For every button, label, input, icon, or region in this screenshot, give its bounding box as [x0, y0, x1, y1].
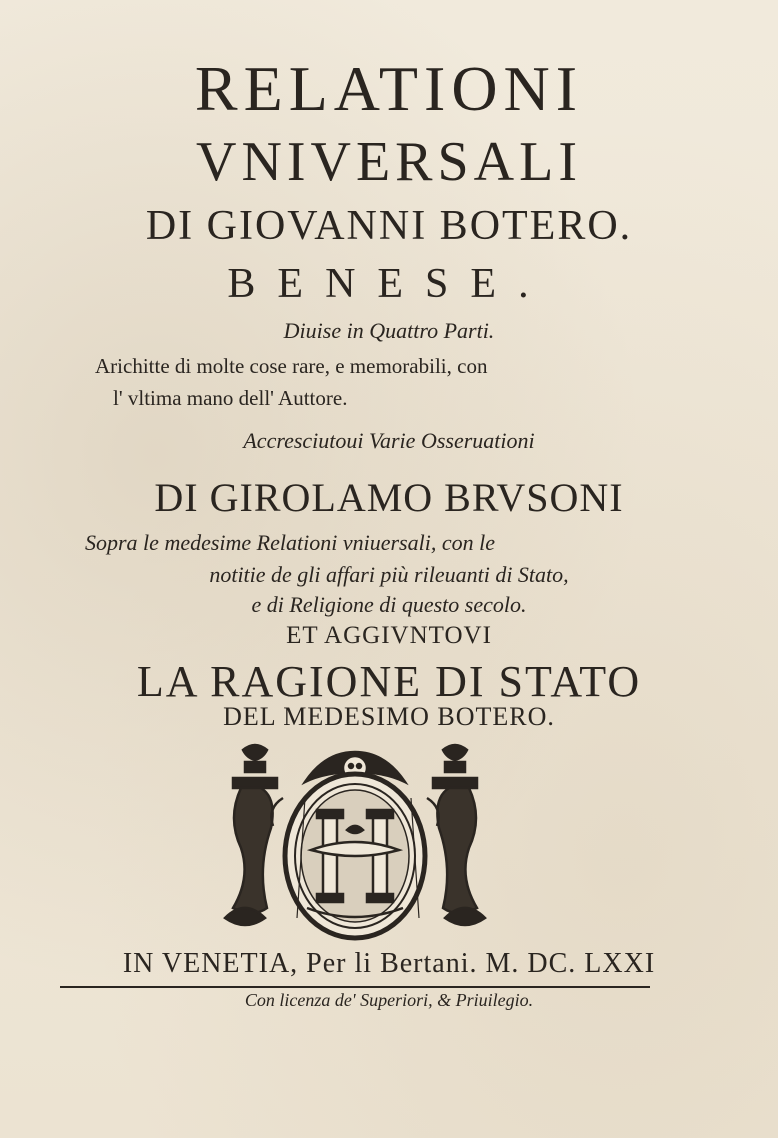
contributor-line: DI GIROLAMO BRVSONI	[154, 475, 624, 520]
appendix-author-line: DEL MEDESIMO BOTERO.	[223, 702, 555, 731]
subject-line-3: e di Religione di questo secolo.	[251, 592, 527, 617]
imprint-line: IN VENETIA, Per li Bertani. M. DC. LXXI	[122, 948, 656, 979]
description-line-2: l' vltima mano dell' Auttore.	[113, 386, 348, 410]
title-line-relationi: RELATIONI	[194, 53, 584, 124]
description-line-1: Arichitte di molte cose rare, e memorabili, con	[95, 354, 488, 378]
author-origin-line: BENESE.	[227, 261, 551, 307]
appendix-intro-line: ET AGGIVNTOVI	[286, 622, 492, 649]
subject-line-2: notitie de gli affari più rileuanti di Stato,	[209, 562, 569, 587]
subject-line-1: Sopra le medesime Relationi vniuersali, con le	[85, 530, 495, 555]
author-line: DI GIOVANNI BOTERO.	[145, 203, 633, 249]
imprint-rule	[60, 986, 650, 988]
title-line-vniversali: VNIVERSALI	[196, 131, 582, 193]
license-line: Con licenza de' Superiori, & Priuilegio.	[244, 990, 534, 1010]
appendix-title-line: LA RAGIONE DI STATO	[136, 657, 642, 706]
additions-line: Accresciutoui Varie Osseruationi	[243, 428, 535, 453]
parts-line: Diuise in Quattro Parti.	[283, 318, 495, 343]
printers-device-coat-of-arms-icon	[215, 738, 495, 950]
